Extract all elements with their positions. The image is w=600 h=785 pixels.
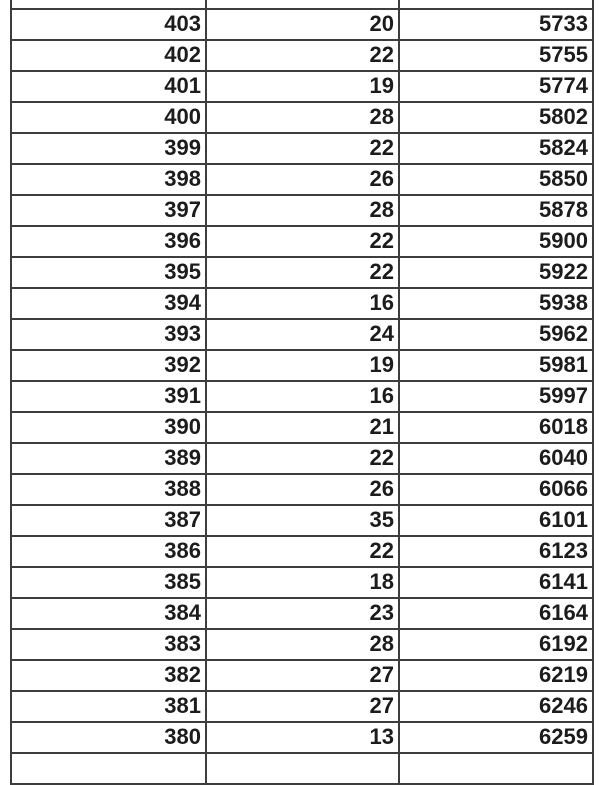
table-cell: 383 xyxy=(11,629,206,660)
table-cell: 392 xyxy=(11,350,206,381)
table-cell: 35 xyxy=(206,505,399,536)
table-row xyxy=(11,164,593,195)
table-cell: 27 xyxy=(206,691,399,722)
table-cell: 6123 xyxy=(399,536,593,567)
table-cell: 16 xyxy=(206,288,399,319)
table-cell: 5774 xyxy=(399,71,593,102)
table-row xyxy=(11,412,593,443)
table-cell xyxy=(399,753,593,784)
table-cell: 26 xyxy=(206,474,399,505)
table-cell: 401 xyxy=(11,71,206,102)
table-cell: 6141 xyxy=(399,567,593,598)
score-table xyxy=(10,0,594,785)
table-row xyxy=(11,9,593,40)
table-cell: 382 xyxy=(11,660,206,691)
table-cell: 6101 xyxy=(399,505,593,536)
table-cell xyxy=(399,0,593,9)
table-cell: 5997 xyxy=(399,381,593,412)
table-row xyxy=(11,691,593,722)
table-body xyxy=(11,0,593,784)
table-cell: 22 xyxy=(206,257,399,288)
table-cell: 397 xyxy=(11,195,206,226)
table-cell: 27 xyxy=(206,660,399,691)
table-cell: 385 xyxy=(11,567,206,598)
table-cell: 394 xyxy=(11,288,206,319)
table-cell: 6018 xyxy=(399,412,593,443)
table-cell: 400 xyxy=(11,102,206,133)
table-cell: 391 xyxy=(11,381,206,412)
table-cell: 6259 xyxy=(399,722,593,753)
table-row xyxy=(11,195,593,226)
table-cell: 22 xyxy=(206,40,399,71)
table-cell: 5733 xyxy=(399,9,593,40)
table-row xyxy=(11,319,593,350)
table-row xyxy=(11,350,593,381)
table-cell: 390 xyxy=(11,412,206,443)
table-cell xyxy=(11,753,206,784)
table-row xyxy=(11,536,593,567)
table-cell: 6164 xyxy=(399,598,593,629)
table-cell: 21 xyxy=(206,412,399,443)
table-cell: 23 xyxy=(206,598,399,629)
table-row xyxy=(11,102,593,133)
table-cell xyxy=(206,0,399,9)
table-cell: 380 xyxy=(11,722,206,753)
table-cell: 28 xyxy=(206,195,399,226)
table-cell: 387 xyxy=(11,505,206,536)
table-cell: 386 xyxy=(11,536,206,567)
table-cell: 6192 xyxy=(399,629,593,660)
table-cell: 6219 xyxy=(399,660,593,691)
table-cell: 384 xyxy=(11,598,206,629)
table-row xyxy=(11,133,593,164)
table-row xyxy=(11,722,593,753)
table-cell: 5850 xyxy=(399,164,593,195)
table-cell: 5900 xyxy=(399,226,593,257)
table-cell: 22 xyxy=(206,536,399,567)
table-cell: 22 xyxy=(206,226,399,257)
table-cell: 28 xyxy=(206,102,399,133)
table-cell: 381 xyxy=(11,691,206,722)
table-cell: 6246 xyxy=(399,691,593,722)
table-cell: 5922 xyxy=(399,257,593,288)
table-row xyxy=(11,381,593,412)
table-row xyxy=(11,598,593,629)
table-cell: 18 xyxy=(206,567,399,598)
table-cell: 13 xyxy=(206,722,399,753)
table-cell: 5755 xyxy=(399,40,593,71)
table-row xyxy=(11,660,593,691)
table-cell: 5878 xyxy=(399,195,593,226)
table-row xyxy=(11,629,593,660)
partial-row-top xyxy=(11,0,593,9)
table-row xyxy=(11,226,593,257)
table-cell: 5981 xyxy=(399,350,593,381)
table-row xyxy=(11,40,593,71)
table-cell: 399 xyxy=(11,133,206,164)
table-cell xyxy=(206,753,399,784)
table-cell: 393 xyxy=(11,319,206,350)
table-row xyxy=(11,71,593,102)
table-cell: 19 xyxy=(206,350,399,381)
table-row xyxy=(11,288,593,319)
table-cell: 26 xyxy=(206,164,399,195)
table-cell: 20 xyxy=(206,9,399,40)
table-cell: 396 xyxy=(11,226,206,257)
table-row xyxy=(11,257,593,288)
table-cell: 28 xyxy=(206,629,399,660)
table-cell: 403 xyxy=(11,9,206,40)
table-cell: 388 xyxy=(11,474,206,505)
table-cell: 5962 xyxy=(399,319,593,350)
table-cell: 6040 xyxy=(399,443,593,474)
table-cell: 389 xyxy=(11,443,206,474)
table-cell: 5824 xyxy=(399,133,593,164)
table-cell: 24 xyxy=(206,319,399,350)
table-cell: 19 xyxy=(206,71,399,102)
table-cell: 402 xyxy=(11,40,206,71)
table-cell: 16 xyxy=(206,381,399,412)
table-row xyxy=(11,567,593,598)
partial-row-bottom xyxy=(11,753,593,784)
table-row xyxy=(11,443,593,474)
table-cell: 398 xyxy=(11,164,206,195)
table-cell: 22 xyxy=(206,443,399,474)
table-cell: 22 xyxy=(206,133,399,164)
table-row xyxy=(11,505,593,536)
table-row xyxy=(11,474,593,505)
table-cell: 5938 xyxy=(399,288,593,319)
table-cell xyxy=(11,0,206,9)
table-cell: 5802 xyxy=(399,102,593,133)
table-cell: 395 xyxy=(11,257,206,288)
table-cell: 6066 xyxy=(399,474,593,505)
